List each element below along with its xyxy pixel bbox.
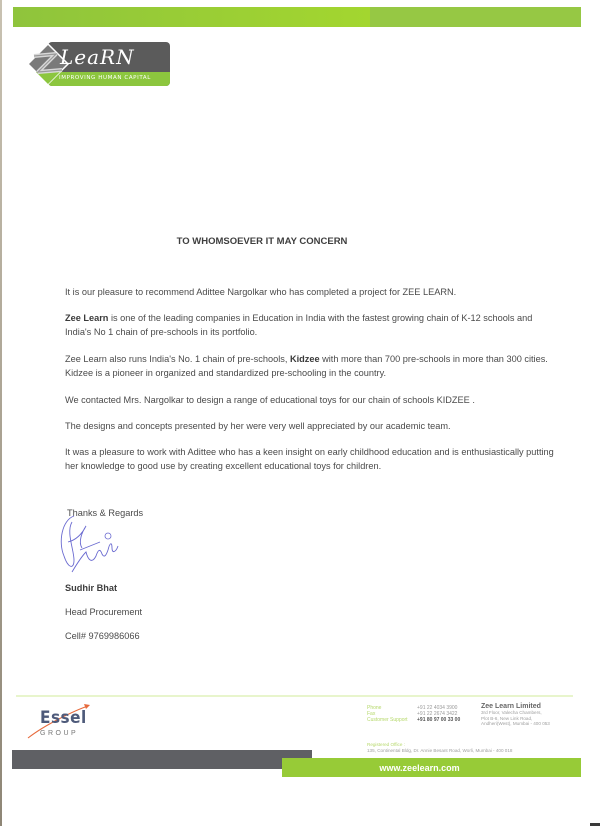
essel-group-logo xyxy=(26,700,96,745)
header-bar-dark-segment xyxy=(370,7,581,27)
header-bar-light-segment xyxy=(13,7,370,27)
contact-label: Fax xyxy=(367,711,376,717)
header-color-bar xyxy=(13,7,581,27)
paragraph-kidzee-text-after: with more than 700 pre-schools in more than 300 cities. Kidzee is a pioneer in organized and standardized pre-schooling in the country. xyxy=(65,354,548,378)
logo-wordmark: LeaRN xyxy=(60,45,135,69)
contact-value: +91 80 97 00 33 00 xyxy=(417,717,461,723)
paragraph-closing-praise: It was a pleasure to work with Adittee who has a keen insight on early childhood education and is enthusiastically putting her knowledge to good use by creating excellent educational toys for children. xyxy=(65,447,554,471)
kidzee-bold: Kidzee xyxy=(289,354,320,364)
registered-office-address: 135, Continental Bldg, Dr. Annie Besant Road, Worli, Mumbai - 400 018 xyxy=(367,747,513,753)
logo-tagline: IMPROVING HUMAN CAPITAL xyxy=(59,75,151,81)
page-edge xyxy=(0,0,2,826)
paragraph-company-intro-text: is one of the leading companies in Education in India with the fastest growing chain of K-12 schools and India's No 1 chain of pre-schools in its portfolio. xyxy=(65,313,533,337)
website-link[interactable]: www.zeelearn.com xyxy=(379,762,460,773)
company-address-block xyxy=(481,703,550,727)
essel-group-label: GROUP xyxy=(40,730,79,737)
contact-list xyxy=(367,705,460,723)
contact-value: +91 22 4034 3900 xyxy=(417,705,458,711)
footer-divider xyxy=(16,695,573,697)
footer-green-bar xyxy=(282,758,581,777)
company-name: Zee Learn Limited xyxy=(481,703,541,710)
paragraph-kidzee-text-before: Zee Learn also runs India's No. 1 chain of pre-schools, xyxy=(65,354,290,364)
essel-wordmark: Essel xyxy=(40,708,87,728)
signer-title: Head Procurement xyxy=(65,607,143,617)
registered-office xyxy=(367,742,512,753)
letter-title xyxy=(0,236,600,247)
signer-name: Sudhir Bhat xyxy=(65,583,118,593)
zee-learn-logo xyxy=(26,42,170,86)
contact-value: +91 22 2674 3422 xyxy=(417,711,458,717)
contact-row-support xyxy=(367,717,460,723)
paragraph-appreciation: The designs and concepts presented by her were very well appreciated by our academic team. xyxy=(65,421,451,431)
company-address-line: Plot B-6, New Link Road, xyxy=(481,715,533,721)
paragraph-kidzee xyxy=(65,352,555,380)
registered-office-label: Registered Office : xyxy=(367,742,405,747)
paragraph-company-intro xyxy=(65,311,555,339)
footer-dark-bar xyxy=(12,750,312,769)
signer-cell: Cell# 9769986066 xyxy=(65,631,140,641)
company-address-line: 3rd Floor, Valecha Chambers, xyxy=(481,710,542,715)
paragraph-recommendation: It is our pleasure to recommend Adittee Nargolkar who has completed a project for ZEE LEARN. xyxy=(65,287,457,297)
closing-regards: Thanks & Regards xyxy=(67,508,144,518)
paragraph-project: We contacted Mrs. Nargolkar to design a range of educational toys for our chain of schools KIDZEE . xyxy=(65,395,475,405)
company-name-bold: Zee Learn xyxy=(65,313,109,323)
letter-title-text: TO WHOMSOEVER IT MAY CONCERN xyxy=(176,236,348,247)
signature-icon xyxy=(52,512,132,580)
contact-label: Phone xyxy=(367,705,382,711)
contact-label: Customer Support xyxy=(367,717,408,723)
company-address-line: Andheri(West), Mumbai - 400 053 xyxy=(481,721,550,727)
